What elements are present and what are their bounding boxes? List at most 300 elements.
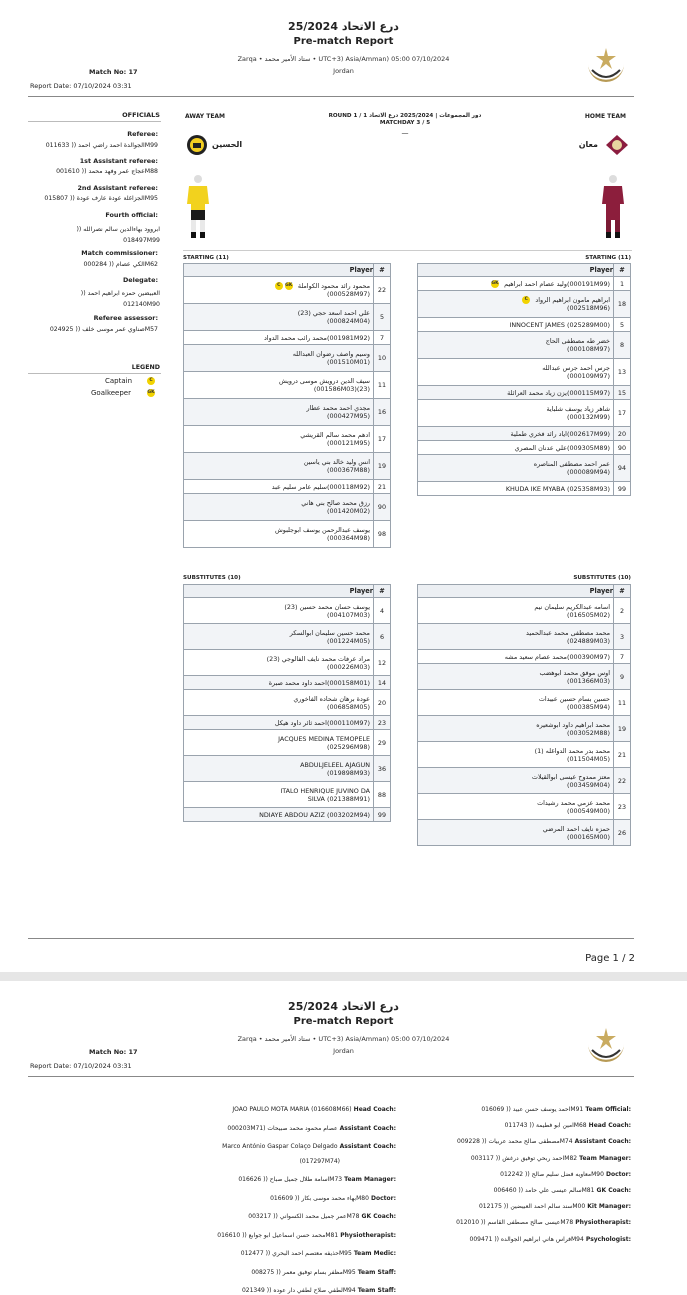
player-cell	[418, 716, 614, 742]
table-row	[184, 399, 391, 426]
staff-role: Head Coach:	[351, 1106, 396, 1113]
player-id: (011504M05)	[566, 754, 610, 763]
home-subs-heading: SUBSTITUTES (10)	[573, 575, 631, 581]
staff-value: سالم عيسى علي حامد (( 006460M81	[493, 1187, 595, 1194]
staff-value: لطفي صلاح لطفي دار عوده (( 021349M94	[241, 1287, 356, 1294]
staff-value: احمد يوسف حسن عبيد (( 016069M91	[481, 1106, 584, 1113]
staff-role: Physiotherapist:	[573, 1219, 631, 1227]
table-header-row	[184, 585, 391, 598]
player-name: اياد رائد فخري طملية(002617M99)	[510, 429, 610, 438]
player-name: حسين بسام حسين عبيدات	[538, 694, 610, 703]
player-id: (000089M94)	[566, 468, 610, 476]
player-cell	[184, 676, 374, 690]
shirt-number: 10	[374, 345, 391, 372]
player-cell	[418, 664, 614, 690]
staff-role: Doctor:	[603, 1170, 631, 1178]
goalkeeper-badge: GK	[491, 280, 499, 286]
table-row	[418, 624, 631, 650]
page2-report-date: Report Date: 07/10/2024 03:31	[30, 1062, 132, 1070]
shirt-number: 8	[614, 332, 631, 359]
table-header-row	[418, 585, 631, 598]
player-name: وسيم واصف رضوان العبدالله	[292, 350, 370, 358]
player-name: سيف الدين درويش موسى درويش	[278, 377, 370, 385]
captain-badge: C	[147, 377, 155, 385]
player-cell	[418, 768, 614, 794]
table-row	[418, 427, 631, 441]
officials-heading: OFFICIALS	[122, 111, 160, 119]
player-cell	[418, 291, 614, 318]
staff-role: Doctor:	[368, 1194, 396, 1202]
staff-value: مظفر بسام توفيق معمر (( 008275M95	[251, 1268, 356, 1276]
player-cell	[184, 399, 374, 426]
staff-value: احمد ربحي توفيق درغش (( 003117M82	[470, 1154, 578, 1162]
shirt-number: 29	[374, 730, 391, 756]
player-name: محمد عصام سعيد مشه(000390M97)	[504, 652, 610, 661]
away-kit-icon	[186, 174, 210, 240]
shirt-number: 98	[374, 521, 391, 548]
staff-row	[242, 1287, 396, 1295]
home-team-crest-icon	[605, 134, 629, 156]
player-name: مراد عرفات محمد نايف الفالوجي (23)	[266, 654, 370, 663]
legend-goalkeeper-label: Goalkeeper	[91, 389, 131, 397]
staff-role: GK Coach:	[359, 1213, 396, 1220]
table-row	[184, 730, 391, 756]
staff-value: JOAO PAULO MOTA MARIA (016608M66)	[232, 1106, 352, 1113]
away-team-crest-icon	[186, 134, 208, 156]
player-cell	[184, 756, 374, 782]
player-cell	[184, 453, 374, 480]
away-starting-heading: STARTING (11)	[183, 255, 229, 261]
player-id: (000108M97)	[566, 345, 610, 353]
shirt-number: 7	[374, 331, 391, 345]
player-name: C GK محمود رائد محمود الكواملة	[187, 282, 370, 290]
player-name: جرس احمد جرس عبدالله	[542, 364, 610, 372]
shirt-number: 18	[614, 291, 631, 318]
player-cell	[418, 441, 614, 455]
shirt-number: 15	[614, 386, 631, 400]
shirt-number: 5	[614, 318, 631, 332]
shirt-number: 2	[614, 598, 631, 624]
player-id: (002518M96)	[566, 304, 610, 312]
player-name: محمد بدر محمد الدواغله (1)	[534, 746, 610, 755]
shirt-number: 23	[614, 794, 631, 820]
player-id: (003052M88)	[566, 728, 610, 737]
player-id: (006858M05)	[326, 702, 370, 711]
staff-row	[470, 1236, 632, 1244]
player-id: SILVA (021388M91)	[307, 794, 370, 803]
player-cell	[184, 304, 374, 331]
page2-federation-logo	[584, 1024, 628, 1068]
home-team-name: معان	[578, 140, 598, 149]
staff-role: Head Coach:	[586, 1122, 631, 1130]
player-cell	[184, 521, 374, 548]
player-cell	[184, 277, 374, 304]
player-id: (001586M03)(23)	[313, 385, 370, 393]
table-row	[418, 690, 631, 716]
player-id: (000427M95)	[326, 412, 370, 420]
away-subs-table	[183, 584, 391, 822]
player-name: محمد رائب محمد الدواد(001981M92)	[263, 333, 370, 342]
player-cell	[184, 782, 374, 808]
player-name: انس وليد خالد بني ياسين	[303, 458, 370, 466]
table-row	[184, 372, 391, 399]
player-cell	[184, 716, 374, 730]
shirt-number: 17	[374, 426, 391, 453]
home-kit-icon	[601, 174, 625, 240]
player-cell	[418, 482, 614, 496]
staff-role: Team Official:	[583, 1106, 631, 1113]
shirt-number: 5	[374, 304, 391, 331]
player-cell	[184, 690, 374, 716]
staff-row	[238, 1176, 396, 1184]
assistant2-value: الجزاغلة عودة عارف عودة (( 015807M95	[44, 195, 158, 202]
player-cell	[184, 426, 374, 453]
player-name: محمد عزمي محمد رشيدات	[537, 798, 610, 807]
federation-logo	[584, 44, 628, 88]
player-name: عودة برهان شحاده الفاخوري	[293, 694, 370, 703]
table-row	[184, 650, 391, 676]
staff-value: عيسى صالح مصطفى القاسم (( 012010M78	[456, 1219, 574, 1227]
player-cell	[184, 331, 374, 345]
table-row	[418, 386, 631, 400]
report-subtitle: Pre-match Report	[293, 36, 394, 47]
staff-role: Kit Manager:	[585, 1203, 631, 1211]
player-cell	[184, 598, 374, 624]
table-row	[184, 690, 391, 716]
table-row	[418, 768, 631, 794]
player-name: ABDULJELEEL AJAGUN	[300, 760, 370, 769]
shirt-number: 20	[614, 427, 631, 441]
page-break	[0, 972, 687, 981]
staff-row	[500, 1171, 631, 1179]
table-row	[184, 480, 391, 494]
player-id: (000364M98)	[326, 534, 370, 542]
shirt-number: 26	[614, 820, 631, 846]
score-dash: —	[401, 129, 409, 137]
table-row	[418, 482, 631, 496]
staff-role: Team Staff:	[355, 1287, 396, 1294]
player-id: (000528M97)	[326, 290, 370, 298]
number-column-header: #	[614, 264, 631, 277]
home-starting-table	[417, 263, 631, 496]
player-id: (004107M03)	[326, 610, 370, 619]
player-cell	[418, 624, 614, 650]
page2-subtitle: Pre-match Report	[293, 1016, 394, 1027]
table-row	[184, 808, 391, 822]
country: Jordan	[333, 67, 354, 75]
table-row	[418, 455, 631, 482]
assistant1-label: 1st Assistant referee:	[79, 157, 158, 165]
player-id: (001420M02)	[326, 507, 370, 515]
player-name: احمد ثائر داود هيكل(000110M97)	[274, 718, 370, 727]
staff-value: سند سالم احمد العبيضين (( 012175M00	[478, 1203, 586, 1211]
player-cell	[418, 794, 614, 820]
player-id: (000165M00)	[566, 832, 610, 841]
table-row	[184, 624, 391, 650]
page2-match-number: Match No: 17	[89, 1048, 138, 1056]
player-id: (000109M97)	[566, 372, 610, 380]
shirt-number: 23	[374, 716, 391, 730]
shirt-number: 6	[374, 624, 391, 650]
player-cell	[418, 400, 614, 427]
player-name: سليم عامر سليم عبد(000118M92)	[271, 482, 370, 491]
number-column-header: #	[374, 264, 391, 277]
table-header-row	[418, 264, 631, 277]
away-team-label: AWAY TEAM	[185, 113, 226, 120]
staff-row	[494, 1187, 631, 1195]
player-id: (025296M98)	[326, 742, 370, 751]
table-row	[418, 664, 631, 690]
shirt-number: 9	[614, 664, 631, 690]
assessor-label: Referee assessor:	[93, 314, 158, 322]
delegate-label: Delegate:	[123, 276, 158, 284]
assessor-value: صناوي عمر موسى خلف (( 024925M57	[49, 326, 158, 333]
shirt-number: 90	[374, 494, 391, 521]
shirt-number: 94	[614, 455, 631, 482]
player-id: (001366M03)	[566, 676, 610, 685]
player-cell	[418, 318, 614, 332]
shirt-number: 19	[614, 716, 631, 742]
shirt-number: 20	[374, 690, 391, 716]
page-number: Page 1 / 2	[585, 953, 635, 964]
shirt-number: 4	[374, 598, 391, 624]
player-name: JACQUES MEDINA TEMOPELE	[278, 734, 370, 743]
player-id: (000367M88)	[326, 466, 370, 474]
commissioner-label: Match commissioner:	[81, 249, 158, 257]
venue-line: Zarqa • ستاد الأمير محمد • UTC+3) Asia/Amman) 05:00 07/10/2024	[237, 55, 450, 63]
player-name: KHUDA IKE MYABA (025358M93)	[505, 484, 610, 493]
player-cell	[418, 455, 614, 482]
player-cell	[418, 598, 614, 624]
player-name: احمد داود محمد صبرة(000158M01)	[268, 678, 370, 687]
shirt-number: 17	[614, 400, 631, 427]
player-name: NDIAYE ABDOU AZIZ (003202M94)	[259, 810, 370, 819]
player-id: (000226M03)	[326, 662, 370, 671]
player-column-header: Player	[184, 264, 374, 277]
shirt-number: 99	[374, 808, 391, 822]
player-id: (000824M04)	[326, 317, 370, 325]
table-row	[418, 598, 631, 624]
table-row	[184, 598, 391, 624]
shirt-number: 88	[374, 782, 391, 808]
staff-value: مصطفى صالح محمد عربيات (( 009228M74	[457, 1138, 573, 1146]
table-row	[184, 345, 391, 372]
staff-role: Team Manager:	[342, 1176, 396, 1183]
player-cell	[184, 808, 374, 822]
shirt-number: 99	[614, 482, 631, 496]
table-row	[418, 441, 631, 455]
matchday-info: MATCHDAY 3 / 5	[379, 120, 431, 126]
player-id: (016505M02)	[566, 610, 610, 619]
table-row	[184, 304, 391, 331]
player-cell	[418, 332, 614, 359]
page2-country: Jordan	[333, 1047, 354, 1055]
staff-row	[248, 1213, 396, 1221]
player-name: علي عدنان المصري(009305M89)	[514, 443, 610, 452]
home-starting-heading: STARTING (11)	[585, 255, 631, 261]
staff-value: معاويه فضل سليم صالح (( 012242M90	[500, 1170, 604, 1178]
table-row	[418, 291, 631, 318]
staff-value-cont: (017297M74)	[299, 1157, 340, 1165]
player-column-header: Player	[418, 585, 614, 598]
player-name: شاهر زياد يوسف شلباية	[546, 405, 610, 413]
shirt-number: 3	[614, 624, 631, 650]
staff-value: اسامة طلال جميل صباح (( 016626M73	[238, 1176, 343, 1183]
table-row	[418, 277, 631, 291]
captain-badge: C	[275, 282, 283, 290]
round-info: ROUND 1 / 1 دور المجموعات | 2025/2024 درع الاتحاد	[328, 113, 482, 119]
away-starting-table	[183, 263, 391, 548]
staff-row	[270, 1195, 396, 1203]
player-name: حمزه نايف احمد المرضي	[542, 824, 610, 833]
staff-row	[217, 1232, 396, 1240]
shirt-number: 12	[374, 650, 391, 676]
referee-value: الجوالدة احمد راضي احمد (( 011633M99	[45, 142, 158, 149]
player-cell	[418, 820, 614, 846]
staff-row	[456, 1219, 631, 1227]
player-id: (003459M04)	[566, 780, 610, 789]
staff-row	[479, 1203, 631, 1211]
player-cell	[418, 386, 614, 400]
referee-label: Referee:	[127, 130, 158, 138]
captain-badge: C	[522, 296, 530, 304]
fourth-official-value: ابروود بهاءالدين سالم نصرالله (( 018497M99	[76, 226, 160, 244]
table-row	[418, 359, 631, 386]
staff-role: Assistant Coach:	[337, 1143, 396, 1150]
number-column-header: #	[374, 585, 391, 598]
player-name: محمد ابراهيم داود ابوشعيره	[536, 720, 610, 729]
player-id: (024889M03)	[566, 636, 610, 645]
report-date: Report Date: 07/10/2024 03:31	[30, 82, 132, 90]
staff-value: حذيفه معتصم احمد البحري (( 012477M95	[240, 1250, 352, 1257]
table-row	[184, 426, 391, 453]
page2-title: درع الاتحاد 25/2024	[288, 1000, 399, 1013]
shirt-number: 36	[374, 756, 391, 782]
staff-value: محمد حسن اسماعيل ابو جوابع (( 016610M81	[217, 1231, 339, 1239]
number-column-header: #	[614, 585, 631, 598]
player-cell	[184, 624, 374, 650]
player-name: يزن زياد محمد العرائلة(000115M97)	[507, 388, 610, 397]
shirt-number: 21	[614, 742, 631, 768]
player-cell	[418, 277, 614, 291]
table-header-row	[184, 264, 391, 277]
player-name: مجدي احمد محمد عطار	[306, 404, 370, 412]
table-row	[184, 453, 391, 480]
legend-captain-label: Captain	[105, 377, 133, 385]
player-id: (001224M05)	[326, 636, 370, 645]
staff-value: Marco António Gaspar Colaço Delgado	[222, 1143, 338, 1150]
commissioner-value: الكي عصام (( 000284M62	[83, 261, 158, 268]
player-name: اسامه عبدالكريم سليمان نيم	[534, 602, 610, 611]
table-row	[418, 400, 631, 427]
staff-row	[222, 1143, 396, 1151]
match-number: Match No: 17	[89, 68, 138, 76]
table-row	[184, 676, 391, 690]
staff-value: بهاء محمد موسى بكار (( 016609M80	[270, 1194, 369, 1202]
fourth-official-label: Fourth official:	[105, 211, 158, 219]
delegate-value: العبيضين حمزه ابراهيم احمد (( 012140M90	[80, 290, 160, 308]
staff-role: Psychologist:	[583, 1235, 631, 1243]
player-cell	[184, 730, 374, 756]
player-id: (019898M93)	[326, 768, 370, 777]
staff-role: Assistant Coach:	[572, 1138, 631, 1146]
table-row	[418, 742, 631, 768]
player-name: ITALO HENRIQUE JUVINO DA	[280, 786, 370, 795]
player-cell	[418, 742, 614, 768]
player-column-header: Player	[184, 585, 374, 598]
table-row	[418, 650, 631, 664]
player-cell	[184, 650, 374, 676]
player-id: (000132M99)	[566, 413, 610, 421]
report-title: درع الاتحاد 25/2024	[288, 20, 399, 33]
table-row	[184, 331, 391, 345]
player-name: معتز ممدوح عيسى ابوالقيلات	[531, 772, 610, 781]
assistant2-label: 2nd Assistant referee:	[77, 184, 158, 192]
staff-role: Assistant Coach:	[337, 1124, 396, 1132]
player-name: يوسف حسان محمد حسين (23)	[284, 602, 370, 611]
staff-role: Physiotherapist:	[338, 1231, 396, 1239]
staff-value: امين ابو فطيمة (( 011743M68	[504, 1122, 587, 1130]
away-team-name: الحسين	[212, 140, 243, 149]
table-row	[184, 782, 391, 808]
player-cell	[418, 427, 614, 441]
shirt-number: 16	[374, 399, 391, 426]
player-name: C ابراهيم مامون ابراهيم الرواد	[421, 296, 610, 304]
player-cell	[418, 650, 614, 664]
shirt-number: 21	[374, 480, 391, 494]
table-row	[184, 756, 391, 782]
staff-role: GK Coach:	[594, 1187, 631, 1194]
goalkeeper-badge: GK	[285, 283, 293, 288]
shirt-number: 7	[614, 650, 631, 664]
assistant1-value: عجاج عمر وفهد محمد (( 001610M88	[56, 168, 158, 175]
staff-value: فراس هاني ابراهيم الجوالده (( 009471M94	[469, 1235, 584, 1243]
table-row	[184, 277, 391, 304]
player-cell	[184, 480, 374, 494]
shirt-number: 22	[614, 768, 631, 794]
player-name: يوسف عبدالرحمن يوسف ابوجلبوش	[274, 526, 370, 534]
table-row	[184, 716, 391, 730]
player-cell	[418, 690, 614, 716]
player-name: ادهم محمد سالم القريشي	[300, 431, 370, 439]
staff-row	[471, 1155, 631, 1163]
player-id: (000385M94)	[566, 702, 610, 711]
legend-heading: LEGEND	[131, 364, 160, 371]
table-row	[184, 494, 391, 521]
staff-row	[251, 1269, 396, 1277]
shirt-number: 14	[374, 676, 391, 690]
staff-value: 000203M71) عصام محمود محمد صبيحات	[227, 1124, 338, 1132]
table-row	[418, 716, 631, 742]
player-name: خضر طه مصطفى الحاج	[545, 337, 610, 345]
staff-row	[481, 1106, 631, 1114]
staff-row	[227, 1125, 396, 1133]
staff-row	[241, 1250, 396, 1258]
staff-row	[457, 1138, 631, 1146]
player-id: (001510M01)	[326, 358, 370, 366]
table-row	[418, 820, 631, 846]
player-name: عمر احمد مصطفى المناصره	[533, 460, 610, 468]
staff-value: عمر جميل محمد الكسواني (( 003217M78	[248, 1213, 360, 1220]
shirt-number: 11	[614, 690, 631, 716]
player-name: GK وليد عصام احمد ابراهيم(000191M99)	[491, 279, 610, 288]
shirt-number: 19	[374, 453, 391, 480]
player-id: (000121M95)	[326, 439, 370, 447]
player-name: اوس موفق محمد ابوهضب	[539, 668, 610, 677]
table-row	[418, 794, 631, 820]
player-name: رزق محمد صالح بني هاني	[301, 499, 370, 507]
player-name: محمد مصطفى محمد عبدالحميد	[526, 628, 610, 637]
